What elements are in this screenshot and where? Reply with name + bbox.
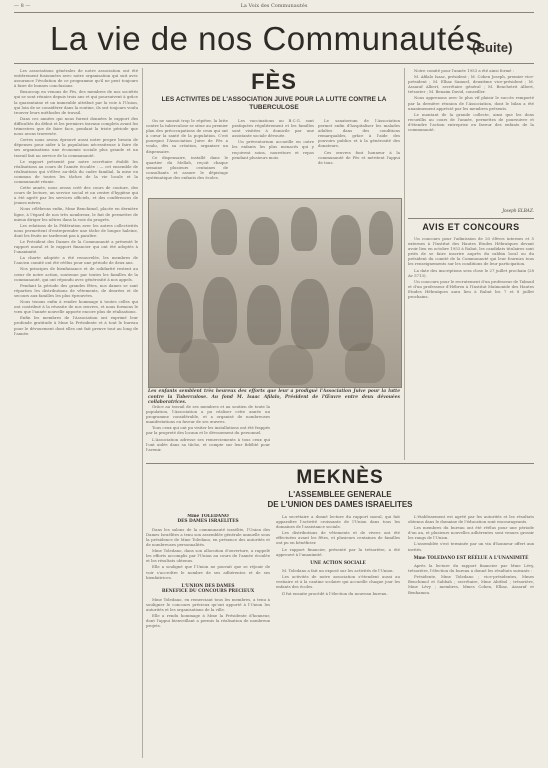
paragraph: Beaucoup en venons de Fès, des membres de nos sociétés qui se sont réunies depuis trois ans et qui poursuivent à grâce la quarantaine et un immeuble attribué par la voie à l'Union, qui loin de se considérer dans la routine, ils ont toujours voulu trouver leurs méthodes de travail.	[14, 89, 138, 115]
paragraph: Nous apprenons avec le plus vif plaisir le succès remporté par la dernière réunion de l'Association, dont le bilan a été unanimement apprécié par les membres présents.	[408, 95, 534, 111]
meknes-col1-subheading-2: BENEFICE DU CONCOURS PRECIEUX	[161, 589, 255, 595]
paragraph: Un concours pour l'admission de 20 élèves internes et 5 externes à l'Institut des Hautes Etudes Hébraïques devant avoir lieu en octobre 1953 à Rabat, les candidats titulaires sont priés de se faire inscrire auprès du rabbin local ou du président du comité de la Communauté qui leur fournira tous les renseignements sur les conditions de leur participation.	[408, 236, 534, 267]
masthead: La vie de nos Communautés	[50, 20, 483, 57]
paragraph: Elle a rendu hommage à Mme la Présidente d'honneur, dont l'appui bienveillant a permis la réalisation de nombreux projets.	[146, 612, 270, 629]
paragraph: Notre comité pour l'année 1953 a été ainsi formé :	[414, 68, 515, 73]
fes-below-photo-2	[276, 404, 400, 460]
meknes-col1-subheading: DES DAMES ISRAELITES	[177, 519, 239, 525]
paragraph: Nos principes de bienfaisance et de solidarité restent au cœur de notre action, soutenue par toutes les familles de la communauté, qui ont répondu avec générosité à nos appels.	[14, 266, 138, 282]
paragraph: Après la lecture du rapport financier par Mme Lévy, trésorière, l'élection du bureau a donné les résultats suivants :	[408, 563, 534, 574]
paragraph: Certes nous avons éprouvé aussi notre propre besoin de dépenses pour aider à la population nécessiteuse à faire de ses organisations une économie sociale plus grande et un travail fait au service de la communauté.	[14, 137, 138, 158]
meknes-col3-text	[408, 514, 534, 553]
right-column	[408, 68, 534, 208]
meknes-col2-text-2	[276, 568, 400, 596]
meknes-col1-text-2	[146, 597, 270, 630]
fes-below-photo-1	[146, 404, 270, 460]
paragraph: Tous ceux qui ont pu visiter les installations ont été frappés par la propreté des locaux et le dévouement du personnel.	[146, 425, 270, 436]
avis-rule	[408, 218, 534, 219]
meknes-col1-text	[146, 527, 270, 581]
paragraph: Nous célébrons enfin, Mme Benchimol, placée en dernière ligne, à l'égard de nos très nombreux, le fait de permettre de mieux diriger les nôtres dans la voie du progrès.	[14, 206, 138, 222]
paragraph: Ces œuvres font honneur à la communauté de Fès et méritent l'appui de tous.	[318, 149, 400, 165]
meknes-col-1	[146, 514, 270, 762]
fes-title: FÈS	[251, 69, 297, 94]
paragraph: Le rapport présenté par notre secrétaire établit les réalisations au cours de l'année écoulée : — cet ensemble de réalisations qui s'élève au-delà du cadre familial, la mise en commun de toutes les tâches de la vie locale et la communauté réunie.	[14, 158, 138, 184]
meknes-title: MEKNÈS	[296, 467, 384, 488]
meknes-col-2	[276, 514, 400, 762]
paragraph: Présidente, Mme Toledano ; vice-présidentes, Mmes Benchimol et Sabbah ; secrétaire, Mme Abitbol ; trésorière, Mme Lévy ; membres, Mmes Cohen, Elbaz, Assaraf et Benhamou.	[408, 574, 534, 595]
paragraph: Les distributions de vêtements et de vivres ont été effectuées avant les fêtes, et plusieurs centaines de familles ont pu en bénéficier.	[276, 530, 400, 546]
paragraph: Enfin les membres de l'Association ont exprimé leur profonde gratitude à Mme la Présidente et à tout le bureau pour le dévouement dont elles ont fait preuve tout au long de l'année.	[14, 315, 138, 336]
paragraph: Les relations de la Fédération avec les autres collectivités nous permettent d'entreprendre une tâche de longue haleine, dont les fruits ne tarderont pas à paraître.	[14, 222, 138, 238]
paragraph: L'assemblée s'est terminée par un vin d'honneur offert aux invités.	[408, 541, 534, 552]
paragraph: Un préventorium accueille en outre les enfants les plus menacés qui y reçoivent soins, nourriture et repos pendant plusieurs mois.	[232, 139, 314, 160]
header-rule	[14, 12, 534, 13]
left-column	[14, 68, 138, 758]
paragraph: Le Président des Dames de la Communauté a présenté le rapport moral et le rapport financier qui ont été adoptés à l'unanimité.	[14, 239, 138, 255]
masthead-suite: (Suite)	[472, 40, 513, 55]
paragraph: Les vaccinations au B.C.G. sont pratiquées régulièrement et les familles sont visitées à domicile par une assistante sociale dévouée.	[232, 118, 314, 139]
meknes-col3-text-2	[408, 563, 534, 596]
paragraph: Ce dispensaire, installé dans le quartier du Mellah, reçoit chaque semaine plusieurs centaines de consultants et assure le dépistage systématique des enfants des écoles.	[146, 154, 228, 181]
paragraph: Le sanatorium de l'Association permet enfin d'hospitaliser les malades adultes dans des conditions remarquables, grâce à l'aide des pouvoirs publics et à la générosité des donateurs.	[318, 118, 400, 149]
paragraph: Dans les salons de la communauté israélite, l'Union des Dames Israélites a tenu son assemblée générale annuelle sous la présidence de Mme Toledano, en présence des autorités et de nombreuses personnalités.	[146, 526, 270, 548]
fes-col-3	[318, 118, 400, 194]
paragraph: Il fut ensuite procédé à l'élection du nouveau bureau.	[282, 590, 388, 596]
paragraph: On ne saurait trop le répéter, la lutte contre la tuberculose se situe au premier plan des préoccupations de ceux qui ont à cœur la santé de la population. C'est pourquoi l'Association Juive de Fès a voulu, dès sa création, organiser un dispensaire.	[146, 118, 228, 154]
page-number: — 8 —	[14, 3, 31, 9]
paragraph: La secrétaire a donné lecture du rapport moral, qui fait apparaître l'activité croissante de l'Union dans tous les domaines de l'assistance sociale.	[276, 514, 400, 530]
meknes-col1-heading-2: L'UNION DES DAMES	[181, 583, 235, 589]
running-title: La Voix des Communautés	[240, 3, 308, 9]
paragraph: L'Association adresse ses remerciements à tous ceux qui l'ont aidée dans sa tâche, et compte sur leur fidélité pour l'avenir.	[146, 436, 270, 452]
paragraph: Grâce au travail de ses membres et au soutien de toute la population, l'Association a pu réaliser cette année un programme considérable, et a organisé de nombreuses manifestations en faveur de ses œuvres.	[146, 404, 270, 425]
meknes-col1-heading: Mme TOLEDANO	[187, 514, 229, 519]
paragraph: Le rapport financier, présenté par la trésorière, a été approuvé à l'unanimité.	[276, 546, 400, 557]
meknes-col-3	[408, 514, 534, 762]
fes-headline: LES ACTIVITES DE L'ASSOCIATION JUIVE POUR LA LUTTE CONTRE LA TUBERCULOSE	[161, 96, 387, 111]
avis-title: AVIS ET CONCOURS	[422, 222, 520, 232]
meknes-col2-heading: UNE ACTION SOCIALE	[310, 560, 366, 566]
paragraph: Les membres du bureau ont été réélus pour une période d'un an, et plusieurs nouvelles adhérentes sont venues grossir les rangs de l'Union.	[408, 525, 534, 541]
meknes-headline-1: L'ASSEMBLEE GENERALE	[288, 490, 392, 499]
meknes-col2-text	[276, 514, 400, 558]
paragraph: Un concours pour le recrutement d'un professeur de Talmud et d'un professeur d'Hébreu à l'Institut Maïmonide des Hautes Etudes Hébraïques aura lieu à Rabat les 7 et 8 juillet prochains.	[408, 278, 534, 300]
paragraph: Les associations générales de notre association ont été entièrement fusionnées avec notre organisation qui suit avec assurance l'évolution de ce programme qu'il ne peut toujours à faire de bonnes conclusions.	[14, 68, 138, 89]
fes-col-2	[232, 118, 314, 194]
meknes-headline-2: DE L'UNION DES DAMES ISRAELITES	[267, 500, 413, 509]
avis-body	[408, 236, 534, 460]
meknes-col3-heading: Mme TOLEDANO EST RÉÉLUE A L'UNANIMITÉ	[413, 555, 529, 561]
paragraph: Dans ces années qui nous furent données le rapport des difficultés du début et les premiers travaux complets avant les trimestres que de faire face, pendant la triste période que nous avons traversée.	[14, 115, 138, 137]
paragraph: Les activités de notre association s'étendent aussi au vestiaire et à la cantine scolaire qui accueille chaque jour les enfants des écoles.	[276, 574, 400, 590]
fes-photo	[148, 198, 402, 388]
meknes-rule	[146, 463, 534, 464]
paragraph: Le montant de la grande collecte, ainsi que les dons recueillis au cours de l'année, permettra de poursuivre et d'étendre l'action entreprise en faveur des enfants de la communauté.	[408, 111, 534, 133]
paragraph: M. Toledano a fait un exposé sur les activités de l'Union.	[282, 568, 394, 574]
paragraph: L'établissement est agréé par les autorités et les résultats obtenus dans le domaine de l'éducation sont encourageants.	[408, 514, 534, 525]
paragraph: La charte adoptée a été renouvelée, les membres de l'ancien comité ont été réélus pour une période de deux ans.	[14, 255, 138, 266]
paragraph: Mme Toledano, en remerciant tous les membres, a tenu à souligner le concours précieux qu'ont apporté à l'Union les autorités et les organisations de la ville.	[146, 596, 270, 612]
paragraph: La date des inscriptions sera close le 27 juillet prochain (28 Av 5713).	[408, 267, 534, 278]
paragraph: Mme Toledano, dans son allocution d'ouverture, a rappelé les efforts accomplis par l'Union au cours de l'année écoulée et les résultats obtenus.	[146, 548, 270, 564]
paragraph: M. Afilalo Isaac, président ; M. Cohen Joseph, premier vice-président ; M. Elbaz Samuel, deuxième vice-président ; M. Assaraf Albert, secrétaire général ; M. Benchetrit Albert, trésorier ; M. Benaim David, conseiller.	[408, 74, 534, 95]
paragraph: Pendant la période des grandes fêtes, nos dames se sont réparties les distributions de vêtements, de denrées et de secours aux familles les plus éprouvées.	[14, 282, 138, 298]
paragraph: Cette année, nous avons créé des cours de couture, des cours de lecture, un service social et un centre d'hygiène qui a été agréé par les services officiels, et des conférences de jeunes mères.	[14, 185, 138, 206]
fes-col-1	[146, 118, 228, 194]
paragraph: Elle a souligné que l'Union ne pouvait que se réjouir de voir s'accroître le nombre de ses adhérentes et de ses bienfaitrices.	[146, 564, 270, 580]
fes-photo-caption: Les enfants semblent très heureux des efforts que leur a prodigué l'Association Juive pour la lutte contre la Tuberculose. Au fond M. Isaac Afilalo, Président de l'Œuvre entre deux dévouées collaboratrices.	[148, 389, 400, 406]
paragraph: Nous tenons enfin à rendre hommage à toutes celles qui ont contribué à la réussite de nos œuvres, et nous formons le vœu que l'année nouvelle apporte encore plus de réalisations.	[14, 299, 138, 315]
right-signature: Joseph ELBAZ.	[502, 208, 534, 213]
column-divider	[142, 68, 143, 758]
masthead-rule	[14, 63, 534, 64]
column-divider	[404, 68, 405, 460]
